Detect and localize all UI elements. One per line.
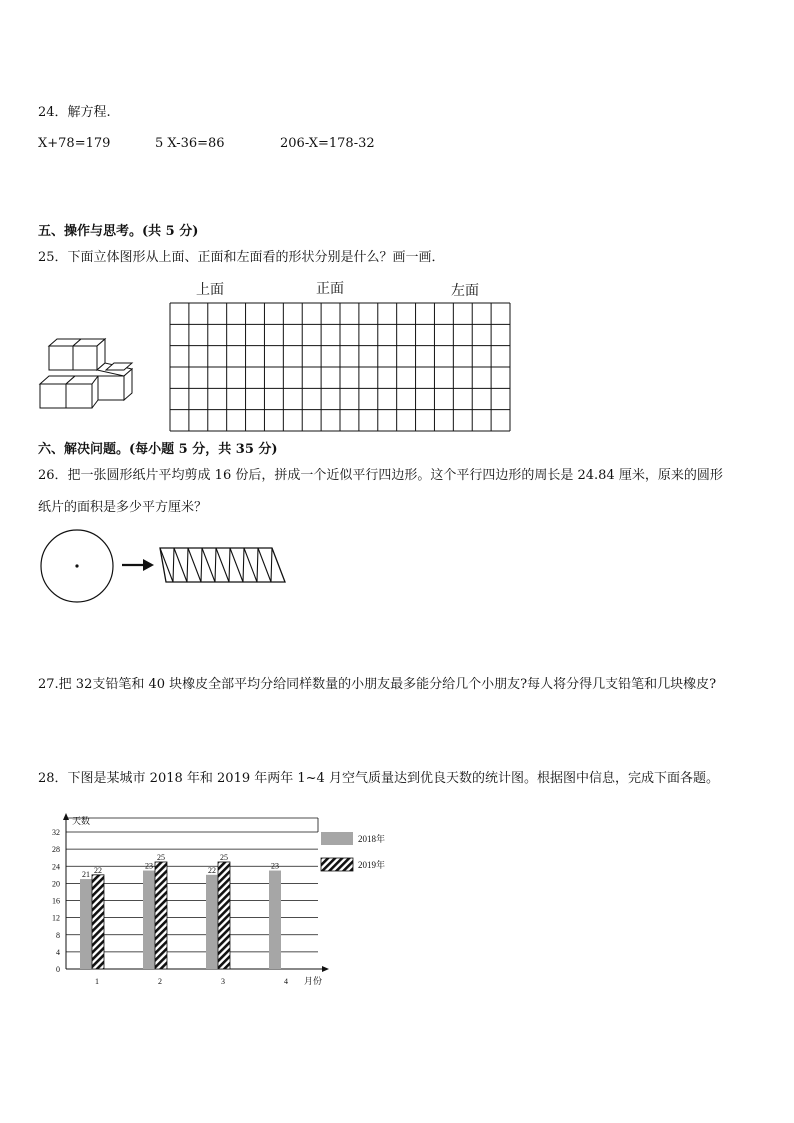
y-tick-label: 12 (52, 913, 60, 923)
data-label: 23 (145, 861, 153, 871)
bar-2018 (269, 871, 281, 969)
x-tick-label: 2 (158, 977, 162, 986)
q26-text-line-2: 纸片的面积是多少平方厘米？ (38, 500, 208, 515)
bar-2018 (80, 879, 92, 969)
x-tick-label: 1 (95, 977, 99, 986)
y-tick-label: 16 (52, 896, 60, 906)
q24-title: 24．解方程. (38, 105, 111, 120)
legend-label: 2018年 (358, 834, 386, 844)
legend-swatch (321, 858, 353, 871)
y-tick-label: 20 (52, 879, 60, 889)
q25-text: 25．下面立体图形从上面、正面和左面看的形状分别是什么？画一画． (38, 250, 445, 265)
data-label: 25 (220, 852, 228, 862)
y-tick-label: 24 (52, 862, 60, 872)
data-label: 22 (208, 865, 216, 875)
sector-pair (160, 548, 174, 582)
sector-pair (188, 548, 202, 582)
data-label: 22 (94, 865, 102, 875)
equation-2: 5 X-36=86 (155, 136, 225, 151)
bar-2019 (155, 862, 167, 969)
y-tick-label: 0 (56, 965, 60, 974)
bar-2018 (206, 875, 218, 969)
equation-1: X+78=179 (38, 136, 111, 151)
sector-pair (258, 548, 272, 582)
x-axis-label: 月份 (304, 976, 323, 986)
y-tick-label: 32 (52, 828, 60, 837)
x-axis-arrow (322, 966, 329, 972)
legend-swatch (321, 832, 353, 845)
y-axis-arrow (63, 813, 69, 820)
bar-2018 (143, 871, 155, 969)
y-tick-label: 4 (56, 947, 60, 957)
q28-text: 28．下图是某城市 2018 年和 2019 年两年 1~4 月空气质量达到优良天数的统计图。根据图中信息，完成下面各题。 (38, 771, 719, 786)
data-label: 23 (271, 861, 279, 871)
sector-pair (230, 548, 244, 582)
equation-3: 206-X=178-32 (280, 136, 375, 151)
q27-text: 27.把 32支铅笔和 40 块橡皮全部平均分给同样数量的小朋友最多能分给几个小朋友?每人将分得几支铅笔和几块橡皮? (38, 677, 717, 692)
data-label: 25 (157, 852, 165, 862)
parallelogram-figure (158, 546, 288, 586)
section-5-heading: 五、操作与思考。(共 5 分) (38, 224, 199, 239)
label-left-view: 左面 (451, 283, 479, 299)
label-front-view: 正面 (316, 281, 344, 297)
legend-label: 2019年 (358, 860, 386, 870)
bar-2019 (92, 875, 104, 969)
data-label: 21 (82, 870, 90, 880)
x-tick-label: 3 (221, 977, 225, 986)
sector-pair (216, 548, 230, 582)
arrow-right-icon (122, 559, 154, 571)
x-tick-label: 4 (284, 977, 288, 986)
y-axis-label: 天数 (72, 816, 91, 826)
label-top-view: 上面 (196, 282, 224, 298)
circle-icon (39, 528, 115, 604)
sector-pair (244, 548, 258, 582)
drawing-grid (169, 302, 511, 432)
sector-pair (202, 548, 216, 582)
bar-chart (40, 812, 430, 997)
sector-pair (174, 548, 188, 582)
q26-text-line-1: 26．把一张圆形纸片平均剪成 16 份后，拼成一个近似平行四边形。这个平行四边形的周长是 24.84 厘米，原来的圆形 (38, 468, 723, 483)
bar-2019 (218, 862, 230, 969)
y-tick-label: 8 (56, 930, 60, 940)
section-6-heading: 六、解决问题。(每小题 5 分，共 35 分) (38, 442, 278, 457)
cube-solid-figure (36, 338, 136, 408)
y-tick-label: 28 (52, 845, 60, 855)
